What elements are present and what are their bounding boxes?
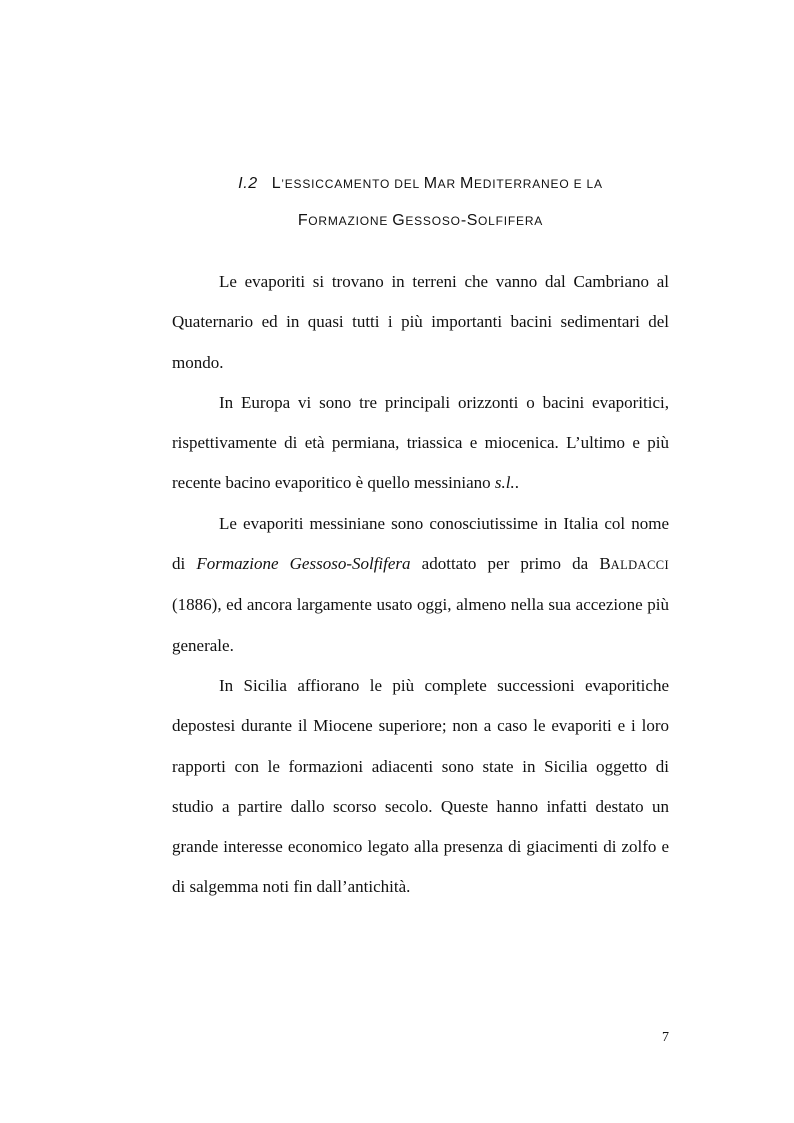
section-number: I.2 <box>238 175 258 192</box>
heading-line-2: FORMAZIONE GESSOSO-SOLFIFERA <box>297 212 544 229</box>
paragraph: In Sicilia affiorano le più complete successioni evaporitiche depostesi durante il Miocene superiore; non a caso le evaporiti e i loro rapporti con le formazioni adiacenti sono state in Sicilia oggetto di studio a partire dallo scorso secolo. Queste hanno infatti destato un grande interesse economico legato alla presenza di giacimenti di zolfo e di salgemma noti fin dall’antichità. <box>172 675 669 897</box>
formation-name: Formazione Gessoso-Solfifera <box>196 554 411 574</box>
page-number: 7 <box>662 1030 669 1045</box>
section-heading <box>172 172 669 246</box>
paragraph: Le evaporiti messiniane sono conosciutissime in Italia col nome di Formazione Gessoso-Solfifera adottato per primo da BALDACCI (1886), ed ancora largamente usato oggi, almeno nella sua accezione più generale. <box>172 513 670 655</box>
body-text <box>172 262 669 908</box>
heading-line-1: I.2 L’ESSICCAMENTO DEL MAR MEDITERRANEO E LA <box>238 175 603 192</box>
author-citation: BALDACCI <box>599 554 670 574</box>
paragraph: Le evaporiti si trovano in terreni che vanno dal Cambriano al Quaternario ed in quasi tutti i più importanti bacini sedimentari del mondo. <box>172 272 669 372</box>
paragraph: In Europa vi sono tre principali orizzonti o bacini evaporitici, rispettivamente di età permiana, triassica e miocenica. L’ultimo e più recente bacino evaporitico è quello messiniano s.l.. <box>172 392 669 493</box>
